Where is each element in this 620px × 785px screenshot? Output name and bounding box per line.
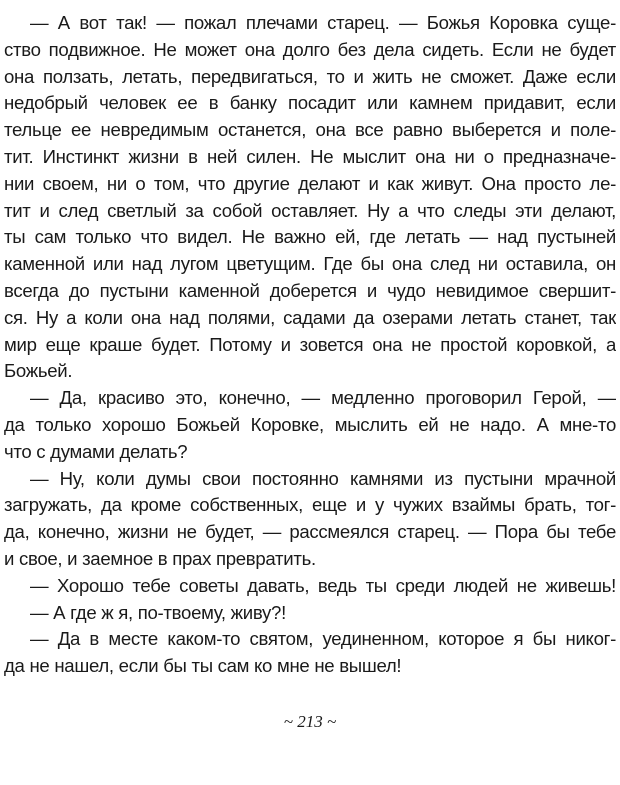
text-line: она ползать, летать, передвигаться, то и жить не сможет. Даже если [4,65,616,87]
text-line: да не нашел, если бы ты сам ко мне не вышел! [4,655,402,677]
text-line: ся. Ну а коли она над полями, садами да озерами летать станет, так [4,306,616,328]
page-number: ~ 213 ~ [283,712,337,731]
text-line: мир еще краше будет. Потому и зовется она не простой коровкой, а [4,333,616,355]
text-line: что с думами делать? [4,440,188,462]
text-line: тельце ее невредимым останется, она все равно выберется и поле- [4,119,616,141]
text-line: и свое, и заемное в прах превратить. [4,547,316,569]
text-line: тит. Инстинкт жизни в ней силен. Не мыслит она ни о предназначе- [4,145,616,167]
text-line: — А где ж я, по-твоему, живу?! [30,601,286,623]
text-line: всегда до пустыни каменной доберется и чудо невидимое свершит- [4,279,616,301]
text-line: — А вот так! — пожал плечами старец. — Божья Коровка суще- [30,12,616,33]
text-line: Божьей. [4,360,73,382]
text-line: да только хорошо Божьей Коровке, мыслить ей не надо. А мне-то [4,413,616,435]
text-line: — Ну, коли думы свои постоянно камнями из пустыни мрачной [30,467,616,489]
text-line: — Хорошо тебе советы давать, ведь ты среди людей не живешь! [30,574,616,596]
text-line: да, конечно, жизни не будет, — рассмеялся старец. — Пора бы тебе [4,521,616,543]
text-line: загружать, да кроме собственных, еще и у чужих взаймы брать, тог- [4,494,616,516]
body-text [4,10,616,680]
text-line: каменной или над лугом цветущим. Где бы она след ни оставила, он [4,253,616,275]
text-line: нии своем, ни о том, что другие делают и как живут. Она просто ле- [4,172,616,194]
text-line: тит и след светлый за собой оставляет. Ну а что следы эти делают, [4,199,616,221]
text-line: ство подвижное. Не может она долго без дела сидеть. Если не будет [4,38,616,60]
text-line: — Да в месте каком-то святом, уединенном, которое я бы никог- [30,628,616,650]
text-line: ты сам только что видел. Не важно ей, где летать — над пустыней [4,226,616,248]
text-line: — Да, красиво это, конечно, — медленно проговорил Герой, — [30,387,616,409]
text-line: недобрый человек ее в банку посадит или камнем придавит, если [4,92,616,114]
